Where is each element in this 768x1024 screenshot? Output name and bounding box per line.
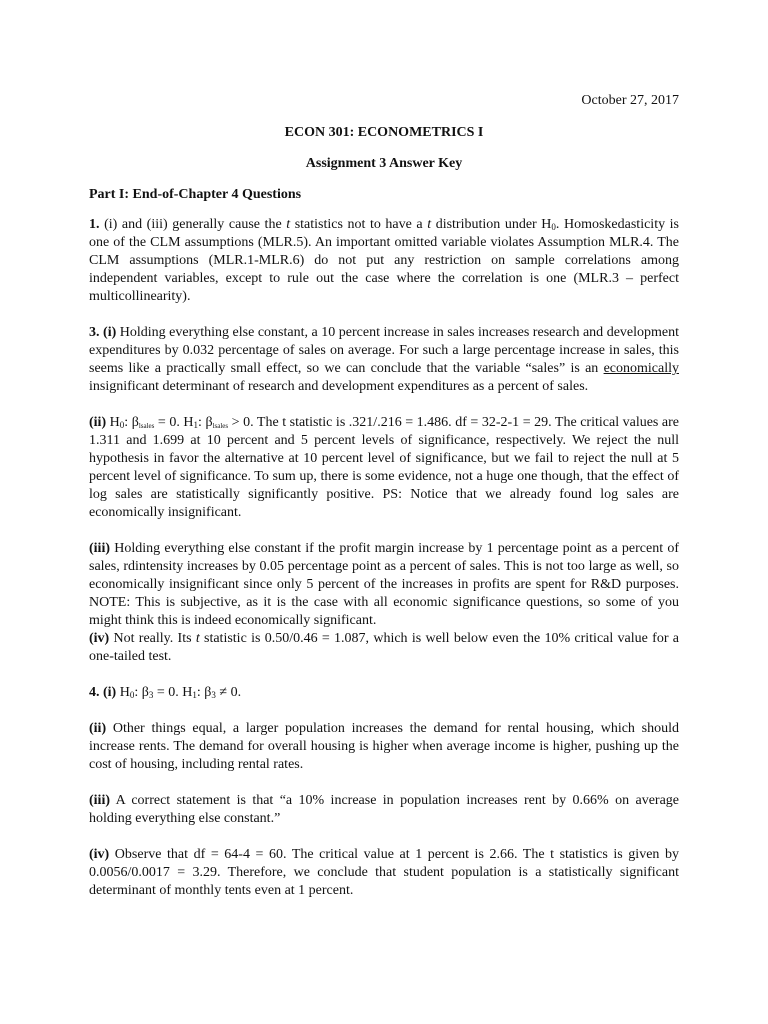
- document-date: October 27, 2017: [581, 93, 679, 108]
- course-title: ECON 301: ECONOMETRICS I: [284, 125, 484, 140]
- question-1-number: 1.: [89, 217, 100, 232]
- question-1-paragraph: 1. (i) and (iii) generally cause the t statistics not to have a t distribution under $H_0$. Homoskedasticity is one of the CLM assumptions (MLR.5). An important omitted variable violates Assumption MLR.4. The CLM assumptions (MLR.1-MLR.6) do not put any restriction on sample correlations among independent variables, except to rule out the case where the correlation is one (MLR.3 – perfect multicollinearity).: [89, 217, 679, 304]
- assignment-title: Assignment 3 Answer Key: [305, 156, 463, 171]
- question-4-part-iv: (iv) Observe that df = 64-4 = 60. The critical value at 1 percent is 2.66. The t statistics is given by 0.0056/0.0017 = 3.29. Therefore, we conclude that student population is a statistically significant determinant of monthly tents even at 1 percent.: [89, 847, 679, 898]
- question-4-part-ii: (ii) Other things equal, a larger population increases the demand for rental housing, which should increase rents. The demand for overall housing is higher when average income is higher, pushing up the cost of housing, including rental rates.: [89, 721, 679, 772]
- question-4-number: 4.: [89, 685, 100, 700]
- question-4-part-iii: (iii) A correct statement is that “a 10% increase in population increases rent by 0.66% on average holding everything else constant.”: [89, 793, 679, 826]
- question-3-part-iv: (iv) Not really. Its t statistic is 0.50/0.46 = 1.087, which is well below even the 10% critical value for a one-tailed test.: [89, 631, 679, 664]
- question-3-part-iii: (iii) Holding everything else constant if the profit margin increase by 1 percentage point as a percent of sales, rdintensity increases by 0.05 percentage point as a percent of sales. This is not too large as well, so economically insignificant since only 5 percent of the increases in profits are spent for R&D purposes. NOTE: This is subjective, as it is the case with all economic significance questions, so some of you might think this is indeed economically significant.: [89, 541, 679, 628]
- question-3-part-i: 3. (i) Holding everything else constant, a 10 percent increase in sales increases research and development expenditures by 0.032 percentage of sales on average. For such a large percentage increase in sales, this seems like a practically small effect, so we can conclude that the variable “sales” is an economically insignificant determinant of research and development expenditures as a percent of sales.: [89, 325, 679, 394]
- question-3-number: 3.: [89, 325, 100, 340]
- question-3-part-ii: (ii) $H_0$: $\beta_{lsales} = 0$. $H_1$: $\beta_{lsales} > 0$. The t statistic is .321/.216 = 1.486. df = 32-2-1 = 29. The critical values are 1.311 and 1.699 at 10 percent and 5 percent levels of significance, respectively. We reject the null hypothesis in favor the alternative at 10 percent level of significance, but we fail to reject the null at 5 percent level of significance. To sum up, there is some evidence, not a huge one though, that the effect of log sales are statistically significantly positive. PS: Notice that we already found log sales are economically insignificant.: [89, 415, 680, 520]
- part-heading: Part I: End-of-Chapter 4 Questions: [89, 187, 302, 202]
- question-4-part-i: 4. (i) $H_0$: $\beta_3 = 0$. $H_1$: $\beta_3 \ne 0$.: [89, 685, 242, 700]
